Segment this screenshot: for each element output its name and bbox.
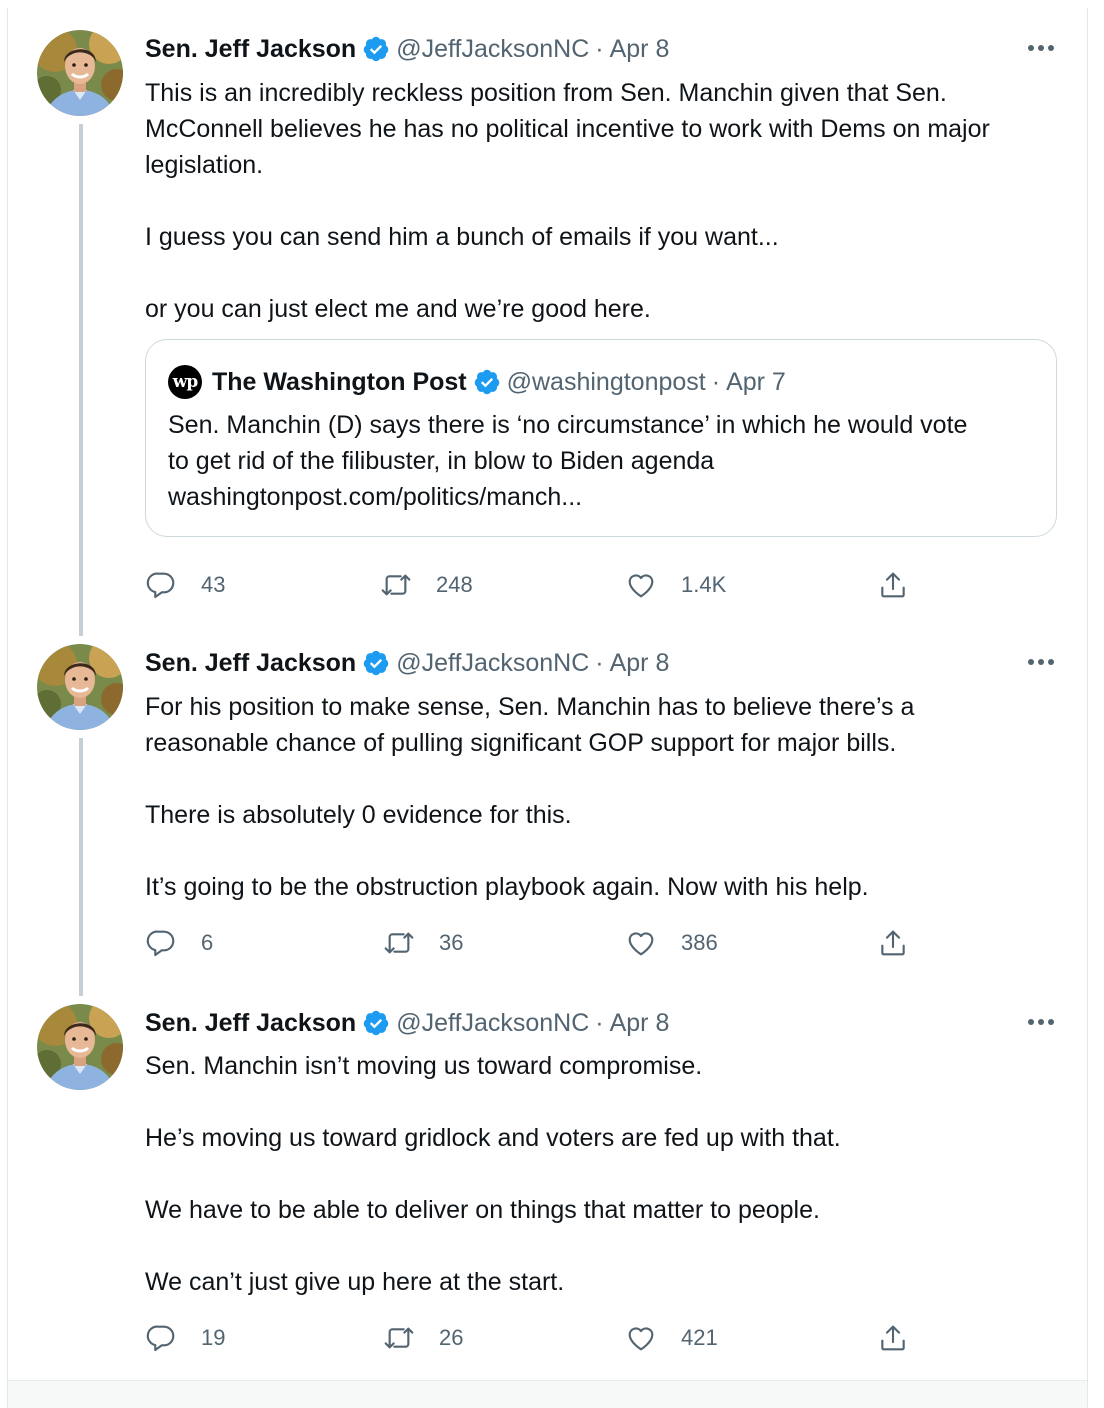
quoted-tweet-header <box>168 364 786 400</box>
like-count: 421 <box>681 1325 718 1350</box>
more-options-icon[interactable] <box>1023 36 1059 60</box>
tweet-paragraph: This is an incredibly reckless position from Sen. Manchin given that Sen. McConnell believes he has no political incentive to work with Dems on major legislation. <box>145 79 990 179</box>
quoted-tweet-date[interactable]: Apr 7 <box>726 367 786 396</box>
retweet-button[interactable] <box>380 565 473 605</box>
tweet-paragraph: We can’t just give up here at the start. <box>145 1268 565 1296</box>
like-icon <box>625 927 657 959</box>
retweet-button[interactable] <box>383 923 463 963</box>
like-icon <box>625 569 657 601</box>
quoted-line: to get rid of the filibuster, in blow to Biden agenda <box>168 447 715 475</box>
timeline-footer <box>8 1380 1087 1408</box>
avatar[interactable] <box>37 30 123 116</box>
author-handle[interactable]: @JeffJacksonNC <box>396 1008 590 1037</box>
reply-count: 19 <box>201 1325 226 1350</box>
thread-line <box>79 738 83 996</box>
retweet-icon <box>383 1322 415 1354</box>
verified-badge-icon <box>362 35 390 63</box>
washington-post-logo: wp <box>168 365 202 399</box>
quoted-tweet[interactable] <box>145 339 1057 537</box>
tweet-header <box>145 1005 669 1041</box>
share-icon <box>877 1322 909 1354</box>
author-name[interactable]: Sen. Jeff Jackson <box>145 1008 357 1037</box>
like-button[interactable] <box>625 565 726 605</box>
tweet-date[interactable]: Apr 8 <box>609 648 670 677</box>
thread-line <box>79 124 83 636</box>
quoted-author-handle[interactable]: @washingtonpost <box>506 367 706 396</box>
share-icon <box>877 927 909 959</box>
tweet-1[interactable] <box>8 0 1087 636</box>
retweet-icon <box>380 569 412 601</box>
tweet-actions <box>145 1318 1057 1358</box>
reply-count: 43 <box>201 572 226 597</box>
tweet-paragraph: It’s going to be the obstruction playbook again. Now with his help. <box>145 873 869 901</box>
tweet-paragraph: or you can just elect me and we’re good here. <box>145 295 651 323</box>
tweet-paragraph: Sen. Manchin isn’t moving us toward compromise. <box>145 1052 703 1080</box>
avatar[interactable] <box>37 644 123 730</box>
like-count: 386 <box>681 930 718 955</box>
like-icon <box>625 1322 657 1354</box>
tweet-paragraph: For his position to make sense, Sen. Manchin has to believe there’s a reasonable chance of pulling significant GOP support for major bills. <box>145 693 915 757</box>
retweet-icon <box>383 927 415 959</box>
tweet-text <box>145 1048 1045 1300</box>
author-name[interactable]: Sen. Jeff Jackson <box>145 648 357 677</box>
share-button[interactable] <box>877 1318 909 1358</box>
tweet-paragraph: He’s moving us toward gridlock and voters are fed up with that. <box>145 1124 841 1152</box>
more-options-icon[interactable] <box>1023 650 1059 674</box>
verified-badge-icon <box>473 368 501 396</box>
verified-badge-icon <box>362 649 390 677</box>
tweet-2[interactable] <box>8 636 1087 996</box>
tweet-paragraph: I guess you can send him a bunch of emails if you want... <box>145 223 779 251</box>
quoted-tweet-text <box>168 407 1038 515</box>
quoted-line: Sen. Manchin (D) says there is ‘no circumstance’ in which he would vote <box>168 411 968 439</box>
tweet-paragraph: We have to be able to deliver on things that matter to people. <box>145 1196 820 1224</box>
share-button[interactable] <box>877 923 909 963</box>
reply-icon <box>145 569 177 601</box>
reply-icon <box>145 1322 177 1354</box>
like-count: 1.4K <box>681 572 727 597</box>
verified-badge-icon <box>362 1009 390 1037</box>
like-button[interactable] <box>625 923 718 963</box>
tweet-date[interactable]: Apr 8 <box>609 1008 670 1037</box>
separator: · <box>711 367 721 396</box>
quoted-link[interactable]: washingtonpost.com/politics/manch... <box>168 483 583 511</box>
share-button[interactable] <box>877 565 909 605</box>
separator: · <box>595 648 604 677</box>
reply-icon <box>145 927 177 959</box>
tweet-3[interactable] <box>8 996 1087 1380</box>
retweet-count: 26 <box>439 1325 464 1350</box>
tweet-text <box>145 75 1045 327</box>
author-handle[interactable]: @JeffJacksonNC <box>396 34 590 63</box>
tweet-header <box>145 645 669 681</box>
author-handle[interactable]: @JeffJacksonNC <box>396 648 590 677</box>
avatar[interactable] <box>37 1004 123 1090</box>
tweet-header <box>145 31 669 67</box>
quoted-author-name[interactable]: The Washington Post <box>212 367 467 396</box>
reply-button[interactable] <box>145 1318 225 1358</box>
retweet-count: 248 <box>436 572 473 597</box>
tweet-text <box>145 689 1045 905</box>
tweet-paragraph: There is absolutely 0 evidence for this. <box>145 801 572 829</box>
thread-line <box>79 628 83 636</box>
author-name[interactable]: Sen. Jeff Jackson <box>145 34 357 63</box>
tweet-date[interactable]: Apr 8 <box>609 34 670 63</box>
tweet-actions <box>145 565 1057 605</box>
retweet-count: 36 <box>439 930 464 955</box>
like-button[interactable] <box>625 1318 718 1358</box>
retweet-button[interactable] <box>383 1318 463 1358</box>
reply-count: 6 <box>201 930 214 955</box>
reply-button[interactable] <box>145 565 225 605</box>
separator: · <box>595 1008 604 1037</box>
tweet-actions <box>145 923 1057 963</box>
separator: · <box>595 34 604 63</box>
share-icon <box>877 569 909 601</box>
reply-button[interactable] <box>145 923 213 963</box>
more-options-icon[interactable] <box>1023 1010 1059 1034</box>
